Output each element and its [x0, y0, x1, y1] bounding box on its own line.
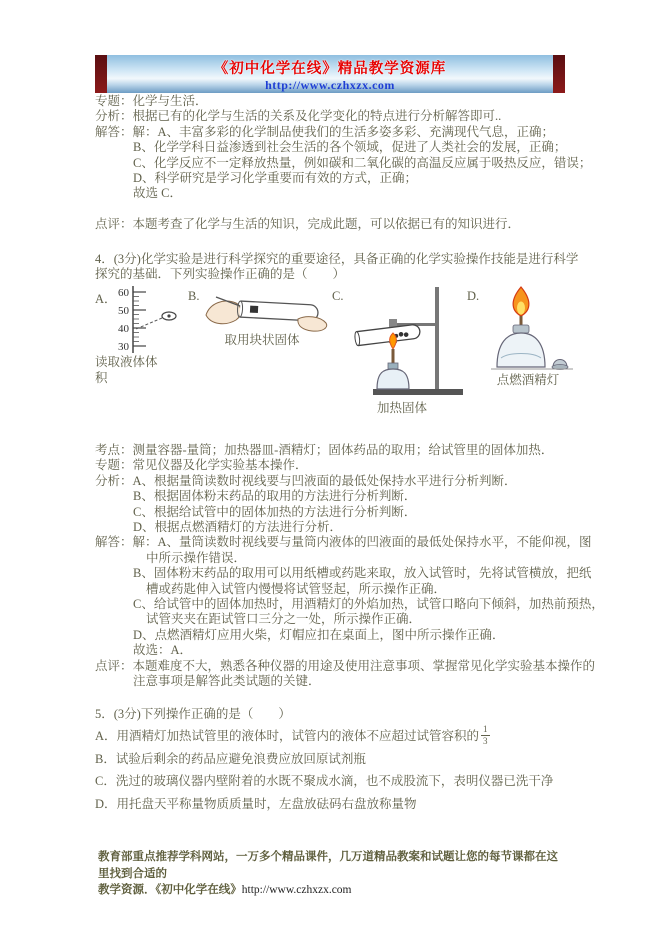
q5-option-a-line [95, 725, 569, 747]
question4-explanation-block [95, 443, 604, 690]
q3-answer-d-line: D、科学研究是学习化学重要而有效的方式，正确； [133, 171, 418, 186]
q4-jieda-a1-line: 解答：解：A、量筒读数时视线要与量筒内液体的凹液面的最低处保持水平，不能仰视，图 [95, 535, 592, 550]
q4-stem-line2: 探究的基础．下列实验操作正确的是（ ） [95, 267, 346, 282]
footer-site-name: 教学资源．《初中化学在线》 [98, 884, 242, 896]
q4-fenxi-a-line: 分析：A、根据量筒读数时视线要与凹液面的最低处保持水平进行分析判断． [95, 473, 517, 488]
q3-analysis-line: 分析：根据已有的化学与生活的关系及化学变化的特点进行分析解答即可.. [95, 109, 502, 124]
banner-url-link[interactable]: http://www.czhxzx.com [265, 78, 395, 92]
lamp-collar [513, 325, 529, 333]
site-banner [95, 55, 565, 93]
cylinder-scale-60: 60 [118, 287, 129, 299]
lamp-wick [520, 316, 523, 325]
q4-dianping1-line: 点评：本题难度不大，熟悉各种仪器的用途及使用注意事项、掌握常见化学实验基本操作的 [95, 658, 596, 673]
stand-rod [435, 287, 439, 389]
right-hand [298, 317, 327, 331]
heating-solid-figure [345, 283, 470, 399]
cylinder-scale-30: 30 [118, 341, 129, 353]
q3-comment-line: 点评：本题考查了化学与生活的知识，完成此题，可以依据已有的知识进行． [95, 216, 521, 231]
question4-figures-row [95, 283, 569, 443]
stand-base [373, 389, 463, 395]
banner-title: 《初中化学在线》精品教学资源库 [213, 61, 447, 77]
q3-answer-c-line: C、化学反应不一定释放热量，例如碳和二氧化碳的高温反应属于吸热反应，错误； [133, 155, 592, 170]
q5-stem-line: 5．(3分)下列操作正确的是（ ） [95, 707, 291, 721]
graduated-cylinder-figure [109, 283, 187, 355]
q5-option-c-line: C．洗过的玻璃仪器内壁附着的水既不聚成水滴，也不成股流下，表明仪器已洗干净 [95, 774, 554, 789]
solid-block [250, 306, 258, 313]
q4-figure-a-caption: 读取液体体积 [95, 355, 158, 385]
cylinder-scale-40: 40 [118, 323, 129, 335]
q3-answer-a-line: 解答：解：A、丰富多彩的化学制品使我们的生活多姿多彩、充满现代气息，正确； [95, 124, 555, 139]
lamp-body [497, 333, 545, 367]
q4-fenxi-d-line: D、根据点燃酒精灯的方法进行分析． [133, 520, 343, 535]
flame-core [517, 302, 525, 315]
fraction-numerator: 1 [483, 724, 488, 735]
q4-option-d-label: D. [467, 289, 480, 303]
cylinder-scale-50: 50 [118, 305, 129, 317]
question5-block [95, 703, 569, 815]
q5-option-b-line: B．试验后剩余的药品应避免浪费应放回原试剂瓶 [95, 751, 366, 766]
q4-jieda-a2-line: 中所示操作错误． [146, 550, 247, 565]
q4-kaodian-line: 考点：测量容器-量筒；加热器皿-酒精灯；固体药品的取用；给试管里的固体加热． [95, 443, 554, 457]
q4-figure-d-caption: 点燃酒精灯 [496, 373, 560, 387]
q3-answer-b-line: B、化学学科日益渗透到社会生活的各个领域，促进了人类社会的发展，正确； [133, 140, 567, 155]
q4-jieda-d-line: D、点燃酒精灯应用火柴，灯帽应扣在桌面上，图中所示操作正确． [133, 627, 505, 642]
q4-figure-b-caption: 取用块状固体 [224, 333, 300, 347]
page-footer [98, 849, 566, 899]
lamp-cap [552, 360, 568, 370]
q4-fenxi-b-line: B、根据固体粉末药品的取用的方法进行分析判断． [133, 489, 417, 504]
fraction-one-third [481, 725, 490, 746]
q4-fenxi-c-line: C、根据给试管中的固体加热的方法进行分析判断． [133, 504, 417, 519]
q4-conclusion-line: 故选：A． [133, 643, 193, 658]
q3-conclusion-line: 故选 C． [133, 186, 182, 201]
q4-dianping2-line: 注意事项是解答此类试题的关键． [133, 674, 321, 689]
footer-promo-text: 教育部重点推荐学科网站，一万多个精品课件，几万道精品教案和试题让您的每节课都在这里找到合适的 [98, 851, 558, 880]
question4-stem-block [95, 252, 579, 283]
q4-jieda-c1-line: C、给试管中的固体加热时，用酒精灯的外焰加热，试管口略向下倾斜，加热前预热， [133, 597, 604, 612]
q4-option-a-label: A． [95, 292, 117, 306]
question3-explanation-block [95, 94, 592, 232]
footer-url-link[interactable]: http://www.czhxzx.com [241, 884, 352, 896]
q3-topic-line: 专题：化学与生活． [95, 94, 208, 108]
q4-jieda-b1-line: B、固体粉末药品的取用可以用纸槽或药匙来取，放入试管时，先将试管横放，把纸 [133, 566, 592, 581]
q4-jieda-b2-line: 槽或药匙伸入试管内慢慢将试管竖起，所示操作正确． [146, 581, 447, 596]
fraction-denominator: 3 [483, 736, 488, 747]
q4-zhuanti-line: 专题：常见仪器及化学实验基本操作． [95, 458, 308, 473]
q4-stem-line1: 4．(3分)化学实验是进行科学探究的重要途径，具备正确的化学实验操作技能是进行科学 [95, 252, 579, 266]
q5-option-a-text: A．用酒精灯加热试管里的液体时，试管内的液体不应超过试管容积的 [95, 729, 480, 744]
eye-icon [136, 312, 176, 329]
flame-icon [390, 333, 397, 349]
q4-figure-c-caption: 加热固体 [376, 401, 427, 415]
solid-transfer-figure [202, 285, 332, 333]
q4-option-b-label: B. [188, 289, 200, 303]
test-tube [354, 324, 420, 346]
alcohol-lamp-figure [481, 283, 576, 373]
q4-option-c-label: C. [332, 289, 344, 303]
q5-option-d-line: D．用托盘天平称量物质质量时，左盘放砝码右盘放称量物 [95, 796, 417, 811]
q4-jieda-c2-line: 试管夹夹在距试管口三分之一处，所示操作正确． [146, 612, 422, 627]
